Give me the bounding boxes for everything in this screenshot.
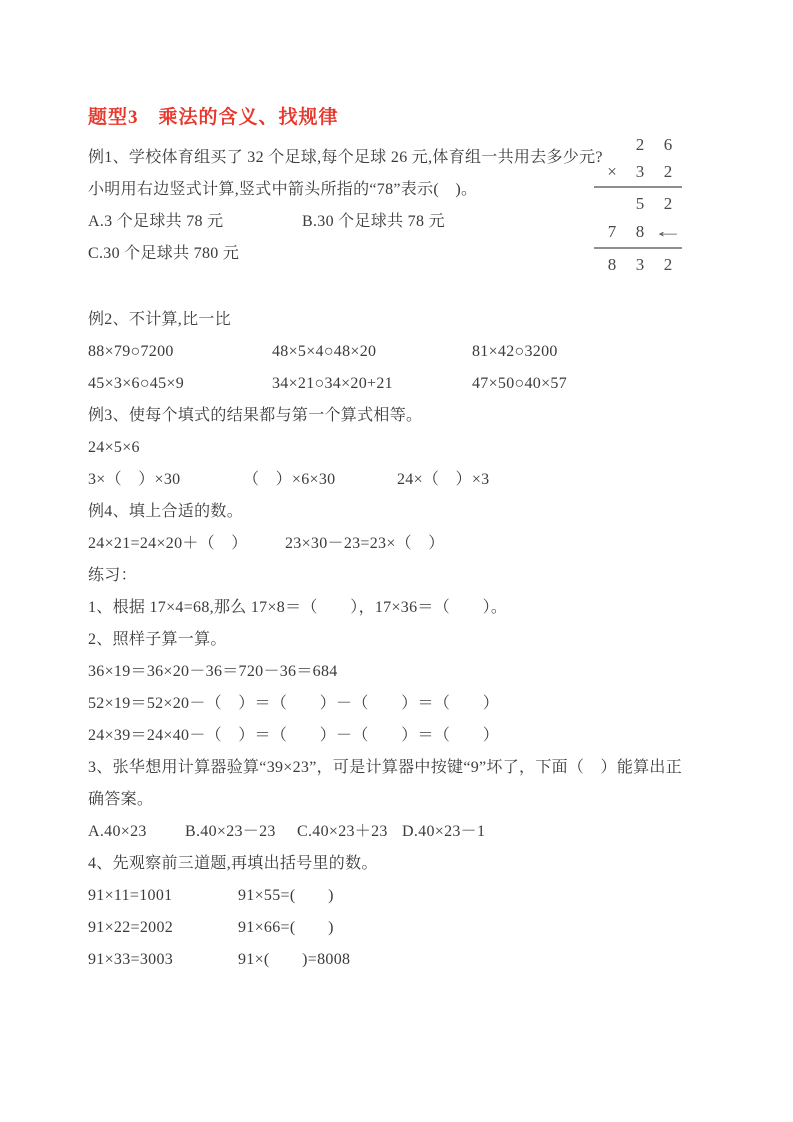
vm-rule-bottom (594, 247, 682, 249)
multiply-sign: × (607, 161, 617, 181)
arrow-left-icon: ← (652, 221, 684, 241)
vm-partial2-row (594, 217, 682, 246)
pattern-given: 91×22=2002 (88, 919, 174, 936)
vm-digit: 3 (635, 161, 645, 181)
example2-compare-row1 (88, 336, 748, 368)
pattern-fill: 91×55=( ) (238, 887, 334, 904)
practice-item3-line2: 确答案。 (88, 791, 154, 808)
practice-item3-line1: 3、张华想用计算器验算“39×23”，可是计算器中按键“9”坏了，下面（ ）能算出正 (88, 759, 683, 776)
vm-digit: 3 (635, 254, 645, 274)
fill-expression: 24×21=24×20＋（ ） (88, 535, 248, 552)
practice-item1: 1、根据 17×4=68,那么 17×8＝（ ），17×36＝（ ）。 (88, 599, 508, 616)
option-a: A.40×23 (88, 823, 147, 840)
example2-heading: 例2、不计算,比一比 (88, 311, 232, 328)
example2-compare-row2 (88, 368, 748, 400)
vm-digit: 8 (607, 254, 617, 274)
practice-item3-options (88, 816, 748, 848)
practice-item4: 4、先观察前三道题,再填出括号里的数。 (88, 855, 378, 872)
vm-digit: 7 (607, 221, 617, 241)
fill-expression: 23×30－23=23×（ ） (285, 535, 445, 552)
practice-item2: 2、照样子算一算。 (88, 631, 227, 648)
example4-fill-row (88, 528, 748, 560)
vm-digit: 2 (663, 193, 673, 213)
vm-partial1-row (594, 190, 682, 217)
practice-heading: 练习： (88, 567, 137, 584)
fill-expression: 3×（ ）×30 (88, 471, 181, 488)
example3-base-expression: 24×5×6 (88, 439, 140, 456)
vm-digit: 6 (663, 134, 673, 154)
example1-option-c: C.30 个足球共 780 元 (88, 245, 240, 262)
option-d: D.40×23－1 (402, 823, 486, 840)
option-c: C.40×23＋23 (297, 823, 388, 840)
example3-fill-row (88, 464, 748, 496)
fill-expression: （ ）×6×30 (243, 471, 336, 488)
vm-multiplier-row (594, 158, 682, 185)
vm-digit: 5 (635, 193, 645, 213)
compare-item: 47×50○40×57 (472, 375, 568, 392)
example3-heading: 例3、使每个填式的结果都与第一个算式相等。 (88, 407, 423, 424)
practice-calc-line: 36×19＝36×20－36＝720－36＝684 (88, 663, 338, 680)
example4-heading: 例4、填上合适的数。 (88, 503, 244, 520)
option-b: B.40×23－23 (185, 823, 276, 840)
compare-item: 88×79○7200 (88, 343, 174, 360)
fill-expression: 24×（ ）×3 (397, 471, 490, 488)
vm-digit: 8 (635, 221, 645, 241)
example1-question-line1: 例1、学校体育组买了 32 个足球,每个足球 26 元,体育组一共用去多少元? (88, 149, 603, 166)
compare-item: 81×42○3200 (472, 343, 558, 360)
vm-product-row (594, 251, 682, 278)
example1-question-line2: 小明用右边竖式计算,竖式中箭头所指的“78”表示( )。 (88, 181, 478, 198)
vm-digit: 2 (663, 254, 673, 274)
example1-option-b: B.30 个足球共 78 元 (302, 213, 445, 230)
pattern-row (88, 880, 748, 912)
compare-item: 34×21○34×20+21 (272, 375, 393, 392)
compare-item: 48×5×4○48×20 (272, 343, 377, 360)
practice-calc-line: 24×39＝24×40－（ ）＝（ ）－（ ）＝（ ） (88, 727, 500, 744)
practice-calc-line: 52×19＝52×20－（ ）＝（ ）－（ ）＝（ ） (88, 695, 500, 712)
pattern-fill: 91×66=( ) (238, 919, 334, 936)
page-title: 题型3 乘法的含义、找规律 (88, 107, 339, 128)
vm-rule-top (594, 186, 682, 188)
compare-item: 45×3×6○45×9 (88, 375, 185, 392)
pattern-row (88, 944, 748, 976)
pattern-fill: 91×( )=8008 (238, 951, 351, 968)
pattern-row (88, 912, 748, 944)
pattern-given: 91×11=1001 (88, 887, 173, 904)
vertical-multiplication (594, 131, 682, 278)
vm-digit: 2 (663, 161, 673, 181)
pattern-given: 91×33=3003 (88, 951, 174, 968)
vm-multiplicand-row (594, 131, 682, 158)
vm-digit: 2 (635, 134, 645, 154)
example1-option-a: A.3 个足球共 78 元 (88, 213, 224, 230)
